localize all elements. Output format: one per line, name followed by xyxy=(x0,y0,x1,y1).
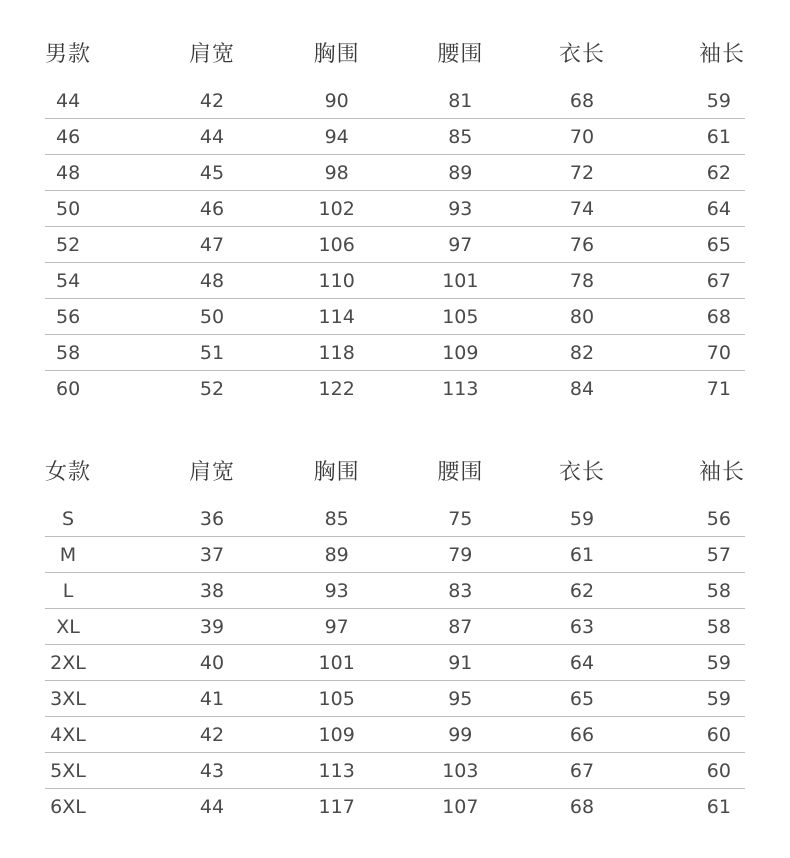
cell-size: 44 xyxy=(56,89,81,112)
cell-length: 64 xyxy=(569,651,595,674)
cell-waist: 95 xyxy=(448,687,473,710)
cell-shoulder: 44 xyxy=(199,796,225,818)
header-cell-shoulder: 肩宽 xyxy=(188,459,235,485)
cell-sleeve: 60 xyxy=(706,759,731,782)
cell-shoulder: 37 xyxy=(199,543,225,566)
cell-shoulder: 38 xyxy=(199,579,225,602)
cell-length: 66 xyxy=(569,723,595,746)
table-row xyxy=(45,753,745,789)
cell-shoulder: 44 xyxy=(199,125,225,148)
cell-length: 80 xyxy=(569,305,595,328)
cell-length: 65 xyxy=(569,687,595,710)
table-row xyxy=(45,263,745,299)
cell-size: 54 xyxy=(56,269,81,292)
cell-sleeve: 61 xyxy=(706,796,731,818)
cell-size: 3XL xyxy=(50,687,86,710)
table-body xyxy=(45,83,745,407)
table-row xyxy=(45,155,745,191)
cell-chest: 106 xyxy=(318,233,355,256)
cell-size: M xyxy=(59,543,77,566)
cell-sleeve: 61 xyxy=(706,125,731,148)
cell-shoulder: 42 xyxy=(199,723,225,746)
cell-length: 78 xyxy=(569,269,595,292)
table-row xyxy=(45,371,745,407)
header-cell-size: 男款 xyxy=(45,41,92,67)
cell-chest: 90 xyxy=(324,89,349,112)
table-row xyxy=(45,537,745,573)
table-row xyxy=(45,119,745,155)
table-body xyxy=(45,501,745,825)
table-row xyxy=(45,299,745,335)
table-row xyxy=(45,573,745,609)
cell-waist: 107 xyxy=(442,796,479,818)
cell-shoulder: 50 xyxy=(199,305,225,328)
cell-chest: 109 xyxy=(318,723,355,746)
cell-chest: 97 xyxy=(324,615,349,638)
cell-waist: 75 xyxy=(448,507,473,530)
women-size-table xyxy=(45,448,745,825)
cell-shoulder: 48 xyxy=(199,269,225,292)
cell-chest: 105 xyxy=(318,687,355,710)
table-header-row xyxy=(45,448,745,492)
table-row xyxy=(45,681,745,717)
cell-length: 68 xyxy=(569,89,595,112)
cell-size: 4XL xyxy=(50,723,86,746)
cell-length: 70 xyxy=(569,125,595,148)
cell-sleeve: 71 xyxy=(706,378,731,400)
cell-length: 84 xyxy=(569,378,595,400)
cell-length: 82 xyxy=(569,341,595,364)
cell-size: 5XL xyxy=(50,759,86,782)
cell-shoulder: 46 xyxy=(199,197,225,220)
cell-size: S xyxy=(61,507,75,530)
cell-shoulder: 36 xyxy=(199,507,225,530)
cell-waist: 93 xyxy=(448,197,473,220)
cell-sleeve: 56 xyxy=(706,507,731,530)
cell-length: 63 xyxy=(569,615,595,638)
header-cell-length: 衣长 xyxy=(558,41,605,67)
cell-shoulder: 45 xyxy=(199,161,225,184)
table-row xyxy=(45,227,745,263)
header-cell-sleeve: 袖长 xyxy=(698,459,745,485)
cell-chest: 94 xyxy=(324,125,349,148)
cell-length: 67 xyxy=(569,759,595,782)
cell-length: 59 xyxy=(569,507,595,530)
table-row xyxy=(45,789,745,825)
cell-chest: 118 xyxy=(318,341,355,364)
cell-shoulder: 42 xyxy=(199,89,225,112)
cell-shoulder: 41 xyxy=(199,687,225,710)
header-cell-length: 衣长 xyxy=(558,459,605,485)
cell-chest: 114 xyxy=(318,305,355,328)
cell-length: 72 xyxy=(569,161,595,184)
cell-chest: 117 xyxy=(318,796,355,818)
cell-chest: 89 xyxy=(324,543,349,566)
cell-sleeve: 65 xyxy=(706,233,731,256)
cell-shoulder: 51 xyxy=(199,341,225,364)
cell-sleeve: 59 xyxy=(706,89,731,112)
cell-waist: 79 xyxy=(448,543,473,566)
cell-waist: 99 xyxy=(448,723,473,746)
cell-size: 56 xyxy=(56,305,81,328)
cell-shoulder: 39 xyxy=(199,615,225,638)
cell-sleeve: 58 xyxy=(706,615,731,638)
cell-shoulder: 47 xyxy=(199,233,225,256)
cell-size: 60 xyxy=(56,378,81,400)
cell-waist: 97 xyxy=(448,233,473,256)
cell-sleeve: 64 xyxy=(706,197,731,220)
cell-chest: 113 xyxy=(318,759,355,782)
cell-sleeve: 59 xyxy=(706,651,731,674)
cell-length: 62 xyxy=(569,579,595,602)
cell-chest: 93 xyxy=(324,579,349,602)
cell-shoulder: 52 xyxy=(199,378,225,400)
cell-length: 61 xyxy=(569,543,595,566)
header-cell-shoulder: 肩宽 xyxy=(188,41,235,67)
cell-chest: 98 xyxy=(324,161,349,184)
header-cell-chest: 胸围 xyxy=(313,459,360,485)
cell-waist: 105 xyxy=(442,305,479,328)
cell-size: 48 xyxy=(56,161,81,184)
cell-sleeve: 68 xyxy=(706,305,731,328)
table-row xyxy=(45,335,745,371)
table-row xyxy=(45,609,745,645)
table-row xyxy=(45,645,745,681)
cell-sleeve: 67 xyxy=(706,269,731,292)
cell-size: 46 xyxy=(56,125,81,148)
cell-length: 76 xyxy=(569,233,595,256)
cell-sleeve: 62 xyxy=(706,161,731,184)
table-row xyxy=(45,501,745,537)
cell-waist: 85 xyxy=(448,125,473,148)
cell-size: 2XL xyxy=(50,651,86,674)
cell-chest: 110 xyxy=(318,269,355,292)
cell-waist: 87 xyxy=(448,615,473,638)
cell-size: 52 xyxy=(56,233,81,256)
cell-length: 68 xyxy=(569,796,595,818)
cell-waist: 103 xyxy=(442,759,479,782)
cell-shoulder: 43 xyxy=(199,759,225,782)
cell-waist: 109 xyxy=(442,341,479,364)
cell-waist: 113 xyxy=(442,378,479,400)
cell-chest: 102 xyxy=(318,197,355,220)
cell-shoulder: 40 xyxy=(199,651,225,674)
cell-sleeve: 57 xyxy=(706,543,731,566)
cell-size: XL xyxy=(56,615,80,638)
cell-chest: 101 xyxy=(318,651,355,674)
table-header-row xyxy=(45,30,745,74)
cell-waist: 81 xyxy=(448,89,473,112)
men-size-table xyxy=(45,30,745,407)
cell-size: 6XL xyxy=(50,796,86,818)
cell-waist: 83 xyxy=(448,579,473,602)
cell-waist: 91 xyxy=(448,651,473,674)
cell-length: 74 xyxy=(569,197,595,220)
cell-sleeve: 58 xyxy=(706,579,731,602)
header-cell-waist: 腰围 xyxy=(437,41,484,67)
table-row xyxy=(45,83,745,119)
header-cell-waist: 腰围 xyxy=(437,459,484,485)
cell-chest: 122 xyxy=(318,378,355,400)
header-cell-size: 女款 xyxy=(45,459,92,485)
cell-sleeve: 59 xyxy=(706,687,731,710)
header-cell-chest: 胸围 xyxy=(313,41,360,67)
cell-waist: 89 xyxy=(448,161,473,184)
cell-waist: 101 xyxy=(442,269,479,292)
cell-size: L xyxy=(62,579,74,602)
table-row xyxy=(45,191,745,227)
cell-sleeve: 60 xyxy=(706,723,731,746)
cell-chest: 85 xyxy=(324,507,349,530)
cell-size: 50 xyxy=(56,197,81,220)
cell-size: 58 xyxy=(56,341,81,364)
cell-sleeve: 70 xyxy=(706,341,731,364)
table-row xyxy=(45,717,745,753)
header-cell-sleeve: 袖长 xyxy=(698,41,745,67)
